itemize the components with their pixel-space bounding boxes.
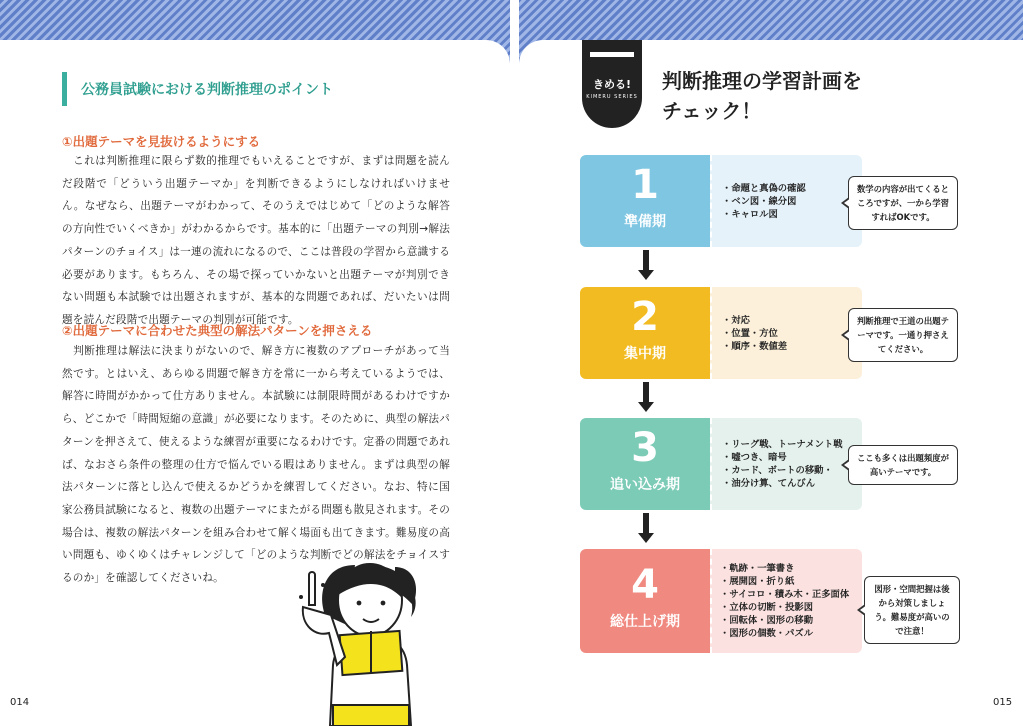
stage-3-block — [580, 418, 710, 510]
stage-4-topic: ・ 展開図・折り紙 — [720, 575, 862, 588]
stage-3-topics — [710, 418, 862, 510]
left-heading-text: 公務員試験における判断推理のポイント — [81, 82, 333, 98]
stage-1-note: 数学の内容が出てくるところですが、一から学習すればOKです。 — [848, 176, 958, 230]
stage-3-topic: ・ カード、ボートの移動・ — [722, 464, 862, 477]
stage-2-name: 集中期 — [624, 346, 666, 362]
stage-1-topic: ・ ベン図・線分図 — [722, 195, 862, 208]
down-arrow-icon — [638, 250, 654, 280]
stage-1-topic: ・ キャロル図 — [722, 208, 862, 221]
stage-2-topic: ・ 順序・数値差 — [722, 340, 862, 353]
left-heading — [62, 72, 333, 106]
stage-4-topic: ・ 立体の切断・投影図 — [720, 601, 862, 614]
down-arrow-icon — [638, 513, 654, 543]
stage-1-name: 準備期 — [624, 214, 666, 230]
stage-4-block — [580, 549, 710, 653]
stage-1-number: 1 — [631, 162, 659, 208]
right-title — [662, 66, 862, 126]
down-arrow-icon — [638, 382, 654, 412]
stage-2-topic: ・ 位置・方位 — [722, 327, 862, 340]
stage-3-topic: ・ 嘘つき、暗号 — [722, 451, 862, 464]
section2-title: ②出題テーマに合わせた典型の解法パターンを押さえる — [62, 323, 373, 338]
badge-series-text: KIMERU SERIES — [586, 94, 638, 100]
stage-2-number: 2 — [631, 294, 659, 340]
stage-3-number: 3 — [631, 425, 659, 471]
stage-3-name: 追い込み期 — [610, 477, 680, 493]
stage-3-note: ここも多くは出題頻度が高いテーマです。 — [848, 445, 958, 485]
stage-3-topic: ・ リーグ戦、トーナメント戦 — [722, 438, 862, 451]
stage-4-number: 4 — [631, 562, 659, 608]
stage-2-note: 判断推理で王道の出題テーマです。一通り押さえてください。 — [848, 308, 958, 362]
section2-body: 判断推理は解法に決まりがないので、解き方に複数のアプローチがあって当然です。とはいえ、あらゆる問題で解き方を常に一から考えているようでは、解答に時間がかかって仕方ありません。本試験には制限時間があるわけですから、どこかで「時間短縮の意識」が必要になります。そのために、典型の解法パターンを押さえて、使えるような練習が重要になるわけです。定番の問題であれば、なおさら条件の整理の仕方で悩んでいる暇はありません。まずは典型の解法パターンに落とし込んで使えるかどうかを練習してください。なお、特に国家公務員試験になると、複数の出題テーマにまたがる問題も散見されます。その場合は、複数の解法パターンを組み合わせて解く場面も出てきます。難易度の高い問題も、ゆくゆくはチャレンジして「どのような判断でどの解法をチョイスするのか」を確認してくださいね。 — [62, 345, 450, 585]
stage-4-topic: ・ 図形の個数・パズル — [720, 627, 862, 640]
stage-3-topic: ・ 油分け算、てんびん — [722, 477, 862, 490]
series-badge — [582, 40, 642, 128]
stage-2-block — [580, 287, 710, 379]
stage-4-topic: ・ サイコロ・積み木・正多面体 — [720, 588, 862, 601]
stage-4-name: 総仕上げ期 — [610, 614, 680, 630]
page-number-left: 014 — [10, 697, 30, 708]
section1-body: これは判断推理に限らず数的推理でもいえることですが、まずは問題を読んだ段階で「どういう出題テーマか」を判断できるようにしなければいけません。なぜなら、出題テーマがわかって、そのうえではじめて「どのような解答の方向性でいくべきか」がわかるからです。基本的に「出題テーマの判別→解法パターンのチョイス」は一連の流れになるので、ここは普段の学習から意識する必要があります。もちろん、その場で探っていかないと出題テーマが判別できない問題も本試験では出題されますが、基本的な問題であれば、だいたいは問題を読んだ段階で出題テーマの判別が可能です。 — [62, 155, 450, 326]
page-number-right: 015 — [993, 697, 1013, 708]
stage-4-topics — [710, 549, 862, 653]
badge-logo-text: きめる! — [592, 78, 632, 91]
stage-4-topic: ・ 軌跡・一筆書き — [720, 562, 862, 575]
right-title-line2: チェック！ — [662, 99, 762, 123]
stage-2-topic: ・ 対応 — [722, 314, 862, 327]
book-spine — [510, 0, 519, 726]
section1-title: ①出題テーマを見抜けるようにする — [62, 134, 261, 149]
stage-2-topics — [710, 287, 862, 379]
stage-4-topic: ・ 回転体・図形の移動 — [720, 614, 862, 627]
badge-bar — [590, 52, 634, 57]
stage-4-note: 図形・空間把握は後から対策しましょう。難易度が高いので注意！ — [864, 576, 960, 644]
stage-1-topic: ・ 命題と真偽の確認 — [722, 182, 862, 195]
stage-1-block — [580, 155, 710, 247]
stage-1-topics — [710, 155, 862, 247]
right-title-line1: 判断推理の学習計画を — [662, 69, 862, 93]
woman-reading-illustration — [285, 545, 435, 726]
